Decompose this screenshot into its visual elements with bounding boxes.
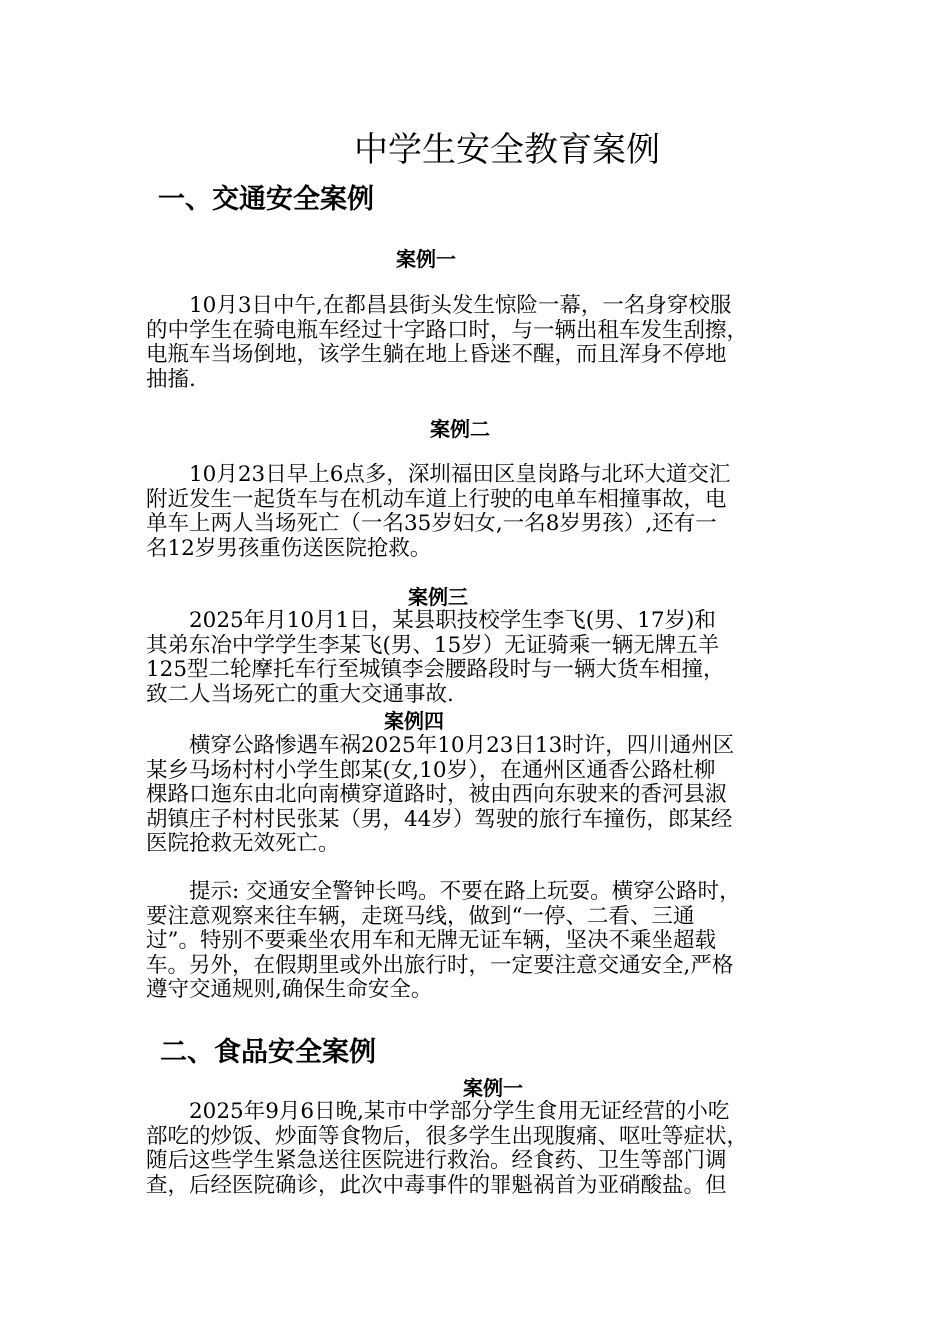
document-title: 中学生安全教育案例 [354,130,660,170]
tip-paragraph [146,880,814,1003]
text-line: 胡镇庄子村村民张某（男，44岁）驾驶的旅行车撞伤，郎某经 [146,807,733,832]
text-line: 125型二轮摩托车行至城镇李会腰路段时与一辆大货车相撞， [146,658,725,683]
text-line: 棵路口迤东由北向南横穿道路时，被由西向东驶来的香河县淑 [146,783,727,808]
text-line: 其弟东冶中学学生李某飞(男、15岁）无证骑乘一辆无牌五羊 [146,633,720,658]
case-label: 案例一 [396,247,456,271]
text-line: 过”。特别不要乘坐农用车和无牌无证车辆，坚决不乘坐超载 [146,929,716,954]
text-line: 名12岁男孩重伤送医院抢救。 [146,536,432,561]
text-line: 致二人当场死亡的重大交通事故. [146,682,454,707]
case-paragraph [146,1100,814,1198]
case-paragraph [146,463,814,561]
case-label: 案例一 [463,1076,523,1100]
text-line: 某乡马场村村小学生郎某(女,10岁），在通州区通香公路杜柳 [146,758,716,783]
text-line: 2025年9月6日晚,某市中学部分学生食用无证经营的小吃 [146,1100,730,1124]
section-heading-traffic: 一、交通安全案例 [158,184,374,215]
text-line: 附近发生一起货车与在机动车道上行驶的电单车相撞事故，电 [146,487,727,512]
text-line: 遵守交通规则,确保生命安全。 [146,978,433,1003]
case-paragraph [146,734,814,857]
text-line: 要注意观察来往车辆，走斑马线，做到“一停、二看、三通 [146,904,695,929]
text-line: 医院抢救无效死亡。 [146,832,340,857]
text-line: 查，后经医院确诊，此次中毒事件的罪魁祸首为亚硝酸盐。但 [146,1173,727,1198]
text-line: 的中学生在骑电瓶车经过十字路口时，与一辆出租车发生刮擦， [146,318,749,343]
case-paragraph [146,294,814,392]
text-line: 车。另外，在假期里或外出旅行时，一定要注意交通安全,严格 [146,953,734,978]
text-line: 单车上两人当场死亡（一名35岁妇女,一名8岁男孩）,还有一 [146,512,717,537]
text-line: 电瓶车当场倒地，该学生躺在地上昏迷不醒，而且浑身不停地 [146,343,727,368]
text-line: 横穿公路惨遇车祸2025年10月23日13时许，四川通州区 [146,734,735,758]
text-line: 提示: 交通安全警钟长鸣。不要在路上玩耍。横穿公路时， [146,880,741,904]
case-label: 案例二 [430,417,490,441]
text-line: 随后这些学生紧急送往医院进行救治。经食药、卫生等部门调 [146,1149,727,1174]
text-line: 抽搐. [146,367,196,392]
case-paragraph [146,609,814,707]
text-line: 10月3日中午,在都昌县街头发生惊险一幕，一名身穿校服 [146,294,732,318]
case-label: 案例三 [408,585,468,609]
case-label: 案例四 [384,709,444,733]
text-line: 部吃的炒饭、炒面等食物后，很多学生出现腹痛、呕吐等症状， [146,1124,749,1149]
text-line: 2025年月10月1日，某县职技校学生李飞(男、17岁)和 [146,609,716,633]
text-line: 10月23日早上6点多，深圳福田区皇岗路与北环大道交汇 [146,463,731,487]
section-heading-food: 二、食品安全案例 [160,1037,376,1068]
